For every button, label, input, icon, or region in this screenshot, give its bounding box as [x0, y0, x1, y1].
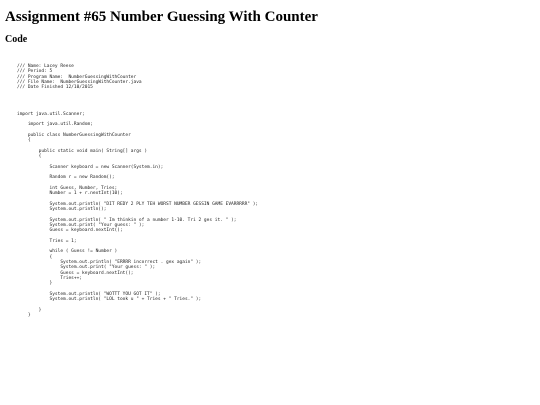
section-heading-code: Code [5, 34, 28, 45]
code-block: /// Name: Lacey Reese /// Period: 5 /// Program Name: NumberGuessingWithCounter /// File Name: NumberGuessingWithCounter.java /// Date Finished 12/10/2015 import java.util.Scanner; import java.util.Random; public class NumberGuessingWithCounter { public static void main( String[] args ) { Scanner keyboard = new Scanner(System.in); Random r = new Random(); int Guess, Number, Tries; Number = 1 + r.nextInt(10); System.out.println( "DIT REDY 2 PLY TEH WORST NUMBER GESSIN GAME EVARRRRR" ); System.out.println(); System.out.println( " Im thinkin of a number 1-10. Tri 2 ges it. " ); System.out.print( "Your guess: " ); Guess = keyboard.nextInt(); Tries = 1; while ( Guess != Number ) { System.out.println( "ERRRR incorrect . gex again" ); System.out.print( "Your guess: " ); Guess = keyboard.nextInt(); Tries++; } System.out.println( "WOTTT YOU GOT IT" ); System.out.println( "LOL took u " + Tries + " Tries." ); } } [17, 64, 259, 318]
page-title: Assignment #65 Number Guessing With Counter [5, 9, 318, 25]
